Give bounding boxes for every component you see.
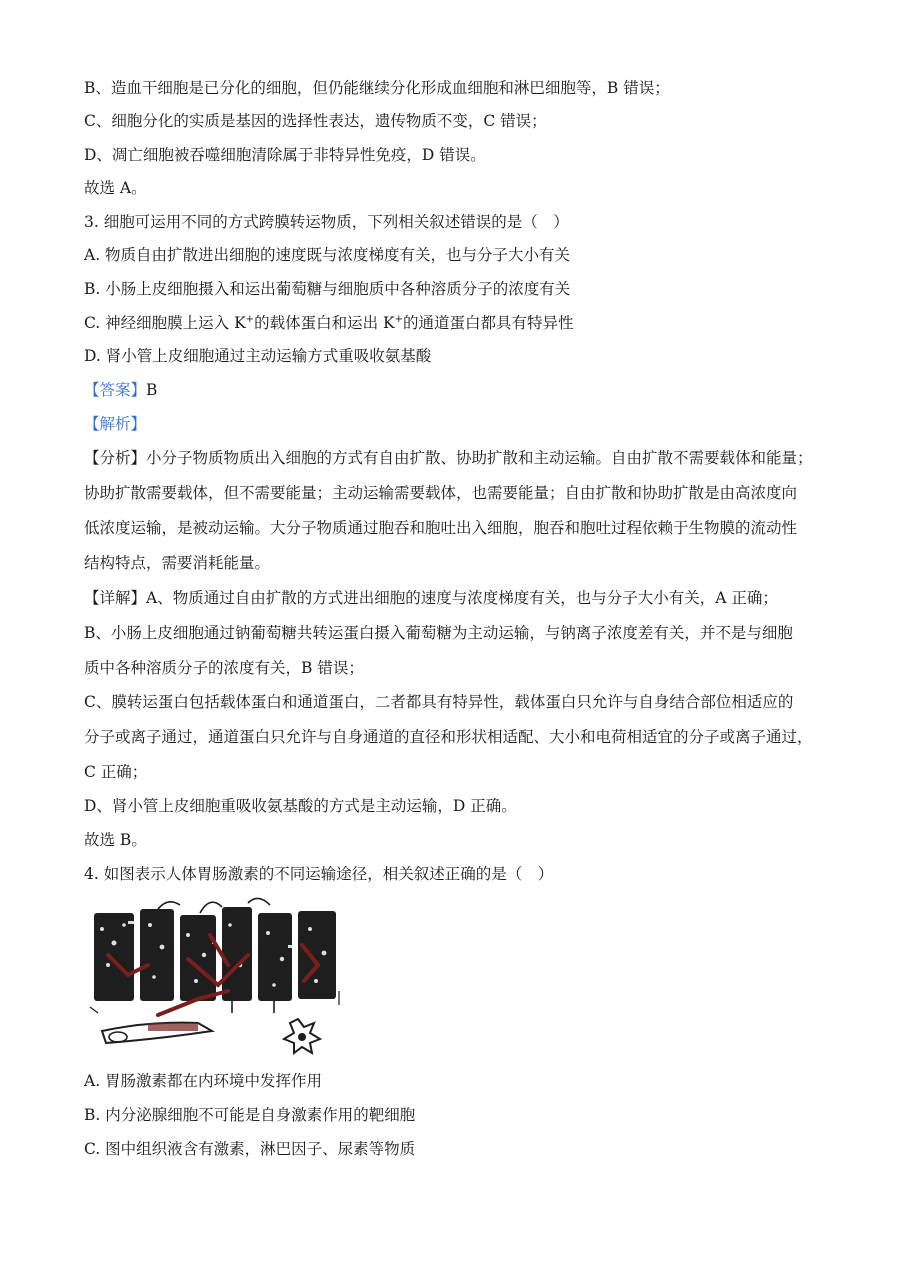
detail-line: 质中各种溶质分子的浓度有关，B 错误； (84, 659, 364, 677)
answer-tag: 【答案】 (84, 381, 147, 399)
detail-line: C 正确； (84, 763, 148, 781)
detail-line: 【详解】A、物质通过自由扩散的方式进出细胞的速度与浓度梯度有关，也与分子大小有关，A 正确； (84, 589, 778, 607)
analysis-line: 协助扩散需要载体，但不需要能量；主动运输需要载体，也需要能量；自由扩散和协助扩散是由高浓度向 (84, 484, 798, 502)
gastrointestinal-hormone-diagram (88, 895, 343, 1057)
detail-line: 分子或离子通过，通道蛋白只允许与自身通道的直径和形状相适配、大小和电荷相适宜的分子或离子通过， (84, 728, 813, 746)
analysis-line: 结构特点，需要消耗能量。 (84, 554, 271, 572)
question-3-option-c (84, 313, 573, 333)
option-c-part1: C. 神经细胞膜上运入 K (84, 314, 246, 332)
question-3-option-b: B. 小肠上皮细胞摄入和运出葡萄糖与细胞质中各种溶质分子的浓度有关 (84, 280, 571, 298)
answer-line (84, 380, 157, 400)
question-3-option-d: D. 肾小管上皮细胞通过主动运输方式重吸收氨基酸 (84, 347, 432, 365)
explanation-line: B、造血干细胞是已分化的细胞，但仍能继续分化形成血细胞和淋巴细胞等，B 错误； (84, 79, 670, 97)
question-3-stem: 3. 细胞可运用不同的方式跨膜转运物质，下列相关叙述错误的是（ ） (84, 213, 569, 231)
question-4-stem: 4. 如图表示人体胃肠激素的不同运输途径，相关叙述正确的是（ ） (84, 865, 554, 883)
question-3-option-a: A. 物质自由扩散进出细胞的速度既与浓度梯度有关，也与分子大小有关 (84, 246, 571, 264)
detail-line: D、肾小管上皮细胞重吸收氨基酸的方式是主动运输，D 正确。 (84, 797, 517, 815)
superscript-plus: + (394, 313, 403, 325)
question-4-option-c: C. 图中组织液含有激素，淋巴因子、尿素等物质 (84, 1140, 416, 1158)
explanation-line: D、凋亡细胞被吞噬细胞清除属于非特异性免疫，D 错误。 (84, 146, 486, 164)
conclusion-line: 故选 B。 (84, 831, 147, 849)
explanation-line: C、细胞分化的实质是基因的选择性表达，遗传物质不变，C 错误； (84, 112, 547, 130)
question-4-option-a: A. 胃肠激素都在内环境中发挥作用 (84, 1072, 323, 1090)
answer-value: B (146, 381, 158, 399)
detail-line: C、膜转运蛋白包括载体蛋白和通道蛋白，二者都具有特异性，载体蛋白只允许与自身结合部位相适应的 (84, 693, 794, 711)
conclusion-line: 故选 A。 (84, 179, 147, 197)
detail-line: B、小肠上皮细胞通过钠葡萄糖共转运蛋白摄入葡萄糖为主动运输，与钠离子浓度差有关，并不是与细胞 (84, 624, 793, 642)
superscript-plus: + (245, 313, 255, 325)
option-c-part3: 的通道蛋白都具有特异性 (402, 314, 574, 332)
question-4-option-b: B. 内分泌腺细胞不可能是自身激素作用的靶细胞 (84, 1106, 416, 1124)
analysis-line: 低浓度运输，是被动运输。大分子物质通过胞吞和胞吐出入细胞，胞吞和胞吐过程依赖于生物膜的流动性 (84, 519, 798, 537)
analysis-line: 【分析】小分子物质物质出入细胞的方式有自由扩散、协助扩散和主动运输。自由扩散不需要载体和能量； (84, 449, 813, 467)
option-c-part2: 的载体蛋白和运出 K (254, 314, 395, 332)
analysis-tag: 【解析】 (84, 415, 147, 433)
